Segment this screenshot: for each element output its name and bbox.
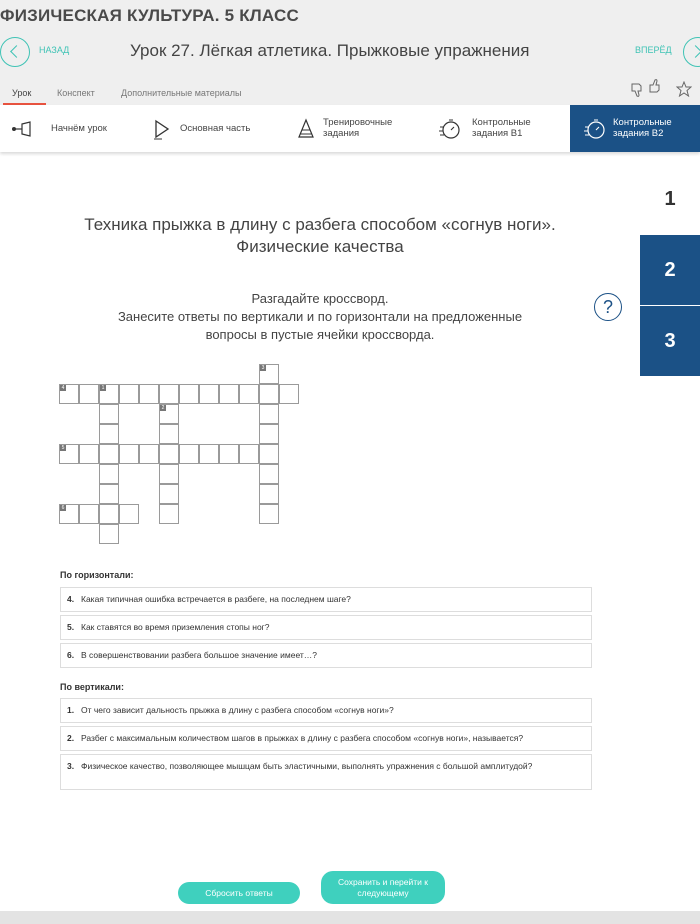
- crossword-cell[interactable]: [99, 424, 119, 444]
- crossword-cell[interactable]: [159, 504, 179, 524]
- crossword-clue-number: 1: [101, 385, 105, 391]
- step-label: Контрольные задания В2: [613, 117, 672, 139]
- step-label: Тренировочные задания: [323, 117, 393, 139]
- crossword-cell[interactable]: [119, 444, 139, 464]
- crossword-cell[interactable]: [79, 384, 99, 404]
- crossword-cell[interactable]: [99, 484, 119, 504]
- horizontal-heading: По горизонтали:: [60, 570, 134, 580]
- crossword-cell[interactable]: [139, 444, 159, 464]
- crossword-cell[interactable]: [179, 384, 199, 404]
- step-label: Контрольные задания В1: [472, 117, 531, 139]
- star-icon[interactable]: [676, 81, 692, 97]
- question-vertical-1: 1. От чего зависит дальность прыжка в длину с разбега способом «согнув ноги»?: [60, 698, 592, 723]
- crossword-cell[interactable]: [199, 384, 219, 404]
- crossword-cell[interactable]: [239, 384, 259, 404]
- crossword-cell[interactable]: [239, 444, 259, 464]
- crossword-cell[interactable]: [99, 464, 119, 484]
- bottom-bar: [0, 911, 700, 924]
- task-number-1[interactable]: 1: [640, 164, 700, 234]
- forward-label[interactable]: ВПЕРЁД: [635, 45, 672, 55]
- lesson-steps-bar: [0, 105, 700, 152]
- step-label: Начнём урок: [51, 123, 107, 134]
- crossword-cell[interactable]: [199, 444, 219, 464]
- course-title: ФИЗИЧЕСКАЯ КУЛЬТУРА. 5 КЛАСС: [0, 6, 299, 25]
- crossword-cell[interactable]: [259, 404, 279, 424]
- task-instructions: Разгадайте кроссворд. Занесите ответы по вертикали и по горизонтали на предложенные вопросы в пустые ячейки кроссворда.: [117, 291, 523, 342]
- back-label[interactable]: НАЗАД: [39, 45, 70, 55]
- crossword-clue-number: 6: [61, 505, 65, 511]
- crossword-cell[interactable]: [279, 384, 299, 404]
- reset-answers-button[interactable]: Сбросить ответы: [178, 882, 300, 904]
- crossword-cell[interactable]: [99, 504, 119, 524]
- crossword-cell[interactable]: [99, 444, 119, 464]
- crossword-cell[interactable]: [159, 484, 179, 504]
- cone-icon: [294, 117, 318, 141]
- tab-lesson[interactable]: Урок: [12, 88, 32, 98]
- crossword-cell[interactable]: [159, 464, 179, 484]
- crossword-cell[interactable]: [219, 444, 239, 464]
- crossword-cell[interactable]: [99, 524, 119, 544]
- step-label: Основная часть: [180, 123, 251, 134]
- tab-additional-materials[interactable]: Дополнительные материалы: [121, 88, 242, 98]
- question-vertical-2: 2. Разбег с максимальным количеством шагов в прыжках в длину с разбега способом «согнув ноги», называется?: [60, 726, 592, 751]
- crossword-cell[interactable]: [79, 444, 99, 464]
- crossword-cell[interactable]: [259, 464, 279, 484]
- crossword-cell[interactable]: [259, 424, 279, 444]
- question-horizontal-6: 6. В совершенствовании разбега большое значение имеет…?: [60, 643, 592, 668]
- step-start-lesson[interactable]: [0, 105, 140, 152]
- step-training-tasks[interactable]: [280, 105, 420, 152]
- header: [0, 0, 700, 105]
- crossword-cell[interactable]: [179, 444, 199, 464]
- crossword-cell[interactable]: [259, 384, 279, 404]
- question-vertical-3: 3. Физическое качество, позволяющее мышцам быть эластичными, выполнять упражнения с большой амплитудой?: [60, 754, 592, 790]
- task-number-3[interactable]: 3: [640, 306, 700, 376]
- question-horizontal-5: 5. Как ставятся во время приземления стопы ног?: [60, 615, 592, 640]
- crossword-cell[interactable]: [119, 384, 139, 404]
- crossword-cell[interactable]: [159, 384, 179, 404]
- task-title: Техника прыжка в длину с разбега способом «согнув ноги». Физические качества: [84, 215, 556, 256]
- back-button[interactable]: [0, 37, 30, 67]
- crossword-cell[interactable]: [159, 444, 179, 464]
- tab-notes[interactable]: Конспект: [57, 88, 95, 98]
- crossword-cell[interactable]: [159, 424, 179, 444]
- question-horizontal-4: 4. Какая типичная ошибка встречается в разбеге, на последнем шаге?: [60, 587, 592, 612]
- crossword-clue-number: 3: [261, 365, 265, 371]
- lesson-title: Урок 27. Лёгкая атлетика. Прыжковые упражнения: [130, 41, 530, 60]
- vertical-heading: По вертикали:: [60, 682, 124, 692]
- crossword-cell[interactable]: [99, 404, 119, 424]
- crossword-cell[interactable]: [119, 504, 139, 524]
- step-control-tasks-b1[interactable]: [420, 105, 570, 152]
- whistle-icon: [10, 117, 34, 141]
- crossword-clue-number: 2: [161, 405, 165, 411]
- crossword-clue-number: 5: [61, 445, 65, 451]
- crossword-cell[interactable]: [79, 504, 99, 524]
- step-control-tasks-b2[interactable]: [570, 105, 700, 152]
- crossword-cell[interactable]: [259, 444, 279, 464]
- help-button[interactable]: ?: [594, 293, 622, 321]
- crossword-cell[interactable]: [219, 384, 239, 404]
- play-icon: [150, 117, 174, 141]
- thumbs-up-icon[interactable]: [648, 78, 664, 94]
- stopwatch-icon: [438, 117, 462, 141]
- crossword-cell[interactable]: [259, 504, 279, 524]
- crossword-cell[interactable]: [259, 484, 279, 504]
- save-and-next-button[interactable]: Сохранить и перейти к следующему: [321, 871, 445, 904]
- step-main-part[interactable]: [140, 105, 280, 152]
- task-number-2[interactable]: 2: [640, 235, 700, 305]
- crossword-clue-number: 4: [61, 385, 65, 391]
- thumbs-down-icon[interactable]: [630, 82, 646, 98]
- forward-button[interactable]: [683, 37, 700, 67]
- stopwatch-icon: [583, 117, 607, 141]
- crossword-cell[interactable]: [139, 384, 159, 404]
